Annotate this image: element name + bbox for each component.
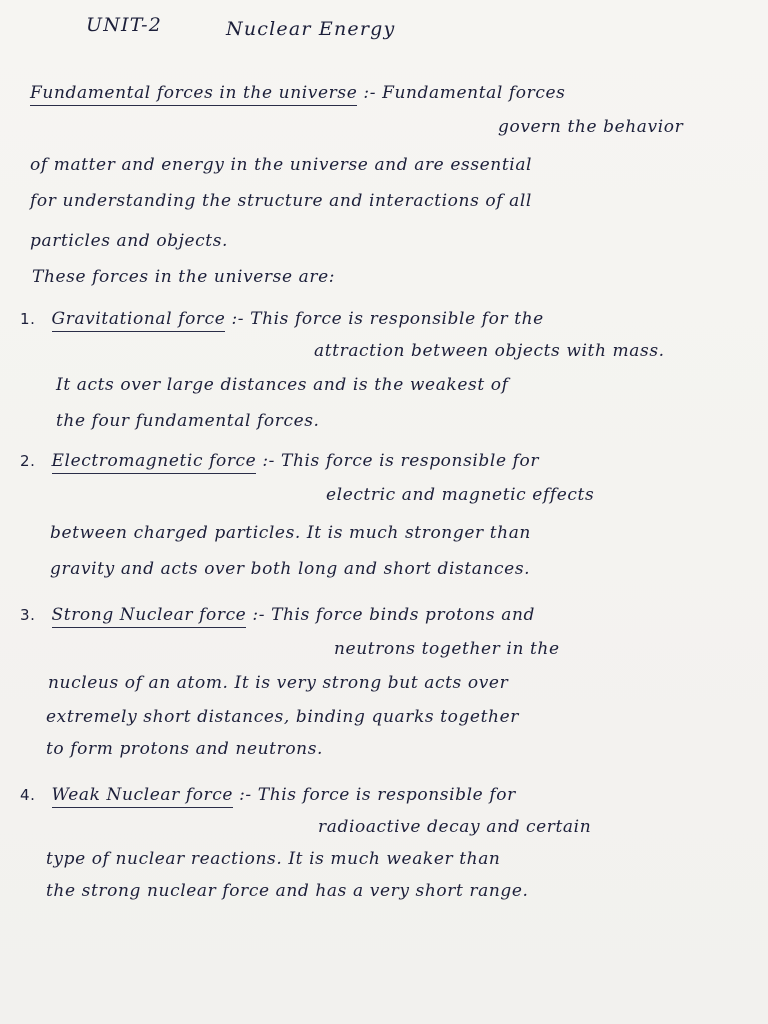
force-1-separator: :- [231, 309, 245, 329]
force-1-line-2: attraction between objects with mass. [314, 341, 665, 361]
force-3-number: 3. [20, 606, 36, 624]
intro-line-5: particles and objects. [30, 231, 229, 251]
force-1-name: Gravitational force [52, 309, 226, 332]
force-4-line-2: radioactive decay and certain [318, 817, 592, 837]
force-2-line-1: This force is responsible for [281, 451, 540, 471]
force-4-line-4: the strong nuclear force and has a very short range. [46, 881, 529, 901]
intro-line-2: govern the behavior [498, 117, 684, 137]
force-3-line-2: neutrons together in the [334, 639, 560, 659]
force-1-line-1: This force is responsible for the [250, 309, 544, 329]
force-3-line-3: nucleus of an atom. It is very strong but acts over [48, 673, 509, 693]
force-3-line-4: extremely short distances, binding quarks together [46, 707, 519, 727]
force-4-line-3: type of nuclear reactions. It is much weaker than [46, 849, 501, 869]
force-2-line-3: between charged particles. It is much stronger than [50, 523, 531, 543]
force-3-name: Strong Nuclear force [52, 605, 247, 628]
intro-line-4: for understanding the structure and interactions of all [30, 191, 532, 211]
intro-line-1: Fundamental forces [382, 83, 566, 103]
force-1-number: 1. [20, 310, 36, 328]
force-2-separator: :- [262, 451, 276, 471]
force-4-number: 4. [20, 786, 36, 804]
force-1-line-3: It acts over large distances and is the weakest of [56, 375, 509, 395]
force-2-name: Electromagnetic force [52, 451, 257, 474]
intro-line-6: These forces in the universe are: [32, 267, 336, 287]
force-3-heading-line [20, 604, 535, 626]
intro-line-3: of matter and energy in the universe and are essential [30, 155, 533, 175]
force-4-separator: :- [239, 785, 252, 805]
force-2-line-4: gravity and acts over both long and short distances. [50, 559, 531, 579]
force-4-heading-line [20, 784, 516, 806]
force-1-heading-line [20, 308, 544, 330]
force-2-number: 2. [20, 452, 36, 470]
unit-label: UNIT-2 [86, 14, 163, 36]
intro-separator: :- [363, 83, 377, 103]
force-1-line-4: the four fundamental forces. [56, 411, 320, 431]
force-4-line-1: This force is responsible for [257, 785, 516, 805]
intro-heading-line [30, 82, 565, 104]
force-2-line-2: electric and magnetic effects [326, 485, 595, 505]
force-3-line-5: to form protons and neutrons. [46, 739, 324, 759]
page-title: Nuclear Energy [226, 18, 396, 40]
force-3-separator: :- [252, 605, 266, 625]
force-4-name: Weak Nuclear force [52, 785, 234, 808]
force-3-line-1: This force binds protons and [271, 605, 535, 625]
intro-heading: Fundamental forces in the universe [30, 83, 357, 106]
force-2-heading-line [20, 450, 539, 472]
